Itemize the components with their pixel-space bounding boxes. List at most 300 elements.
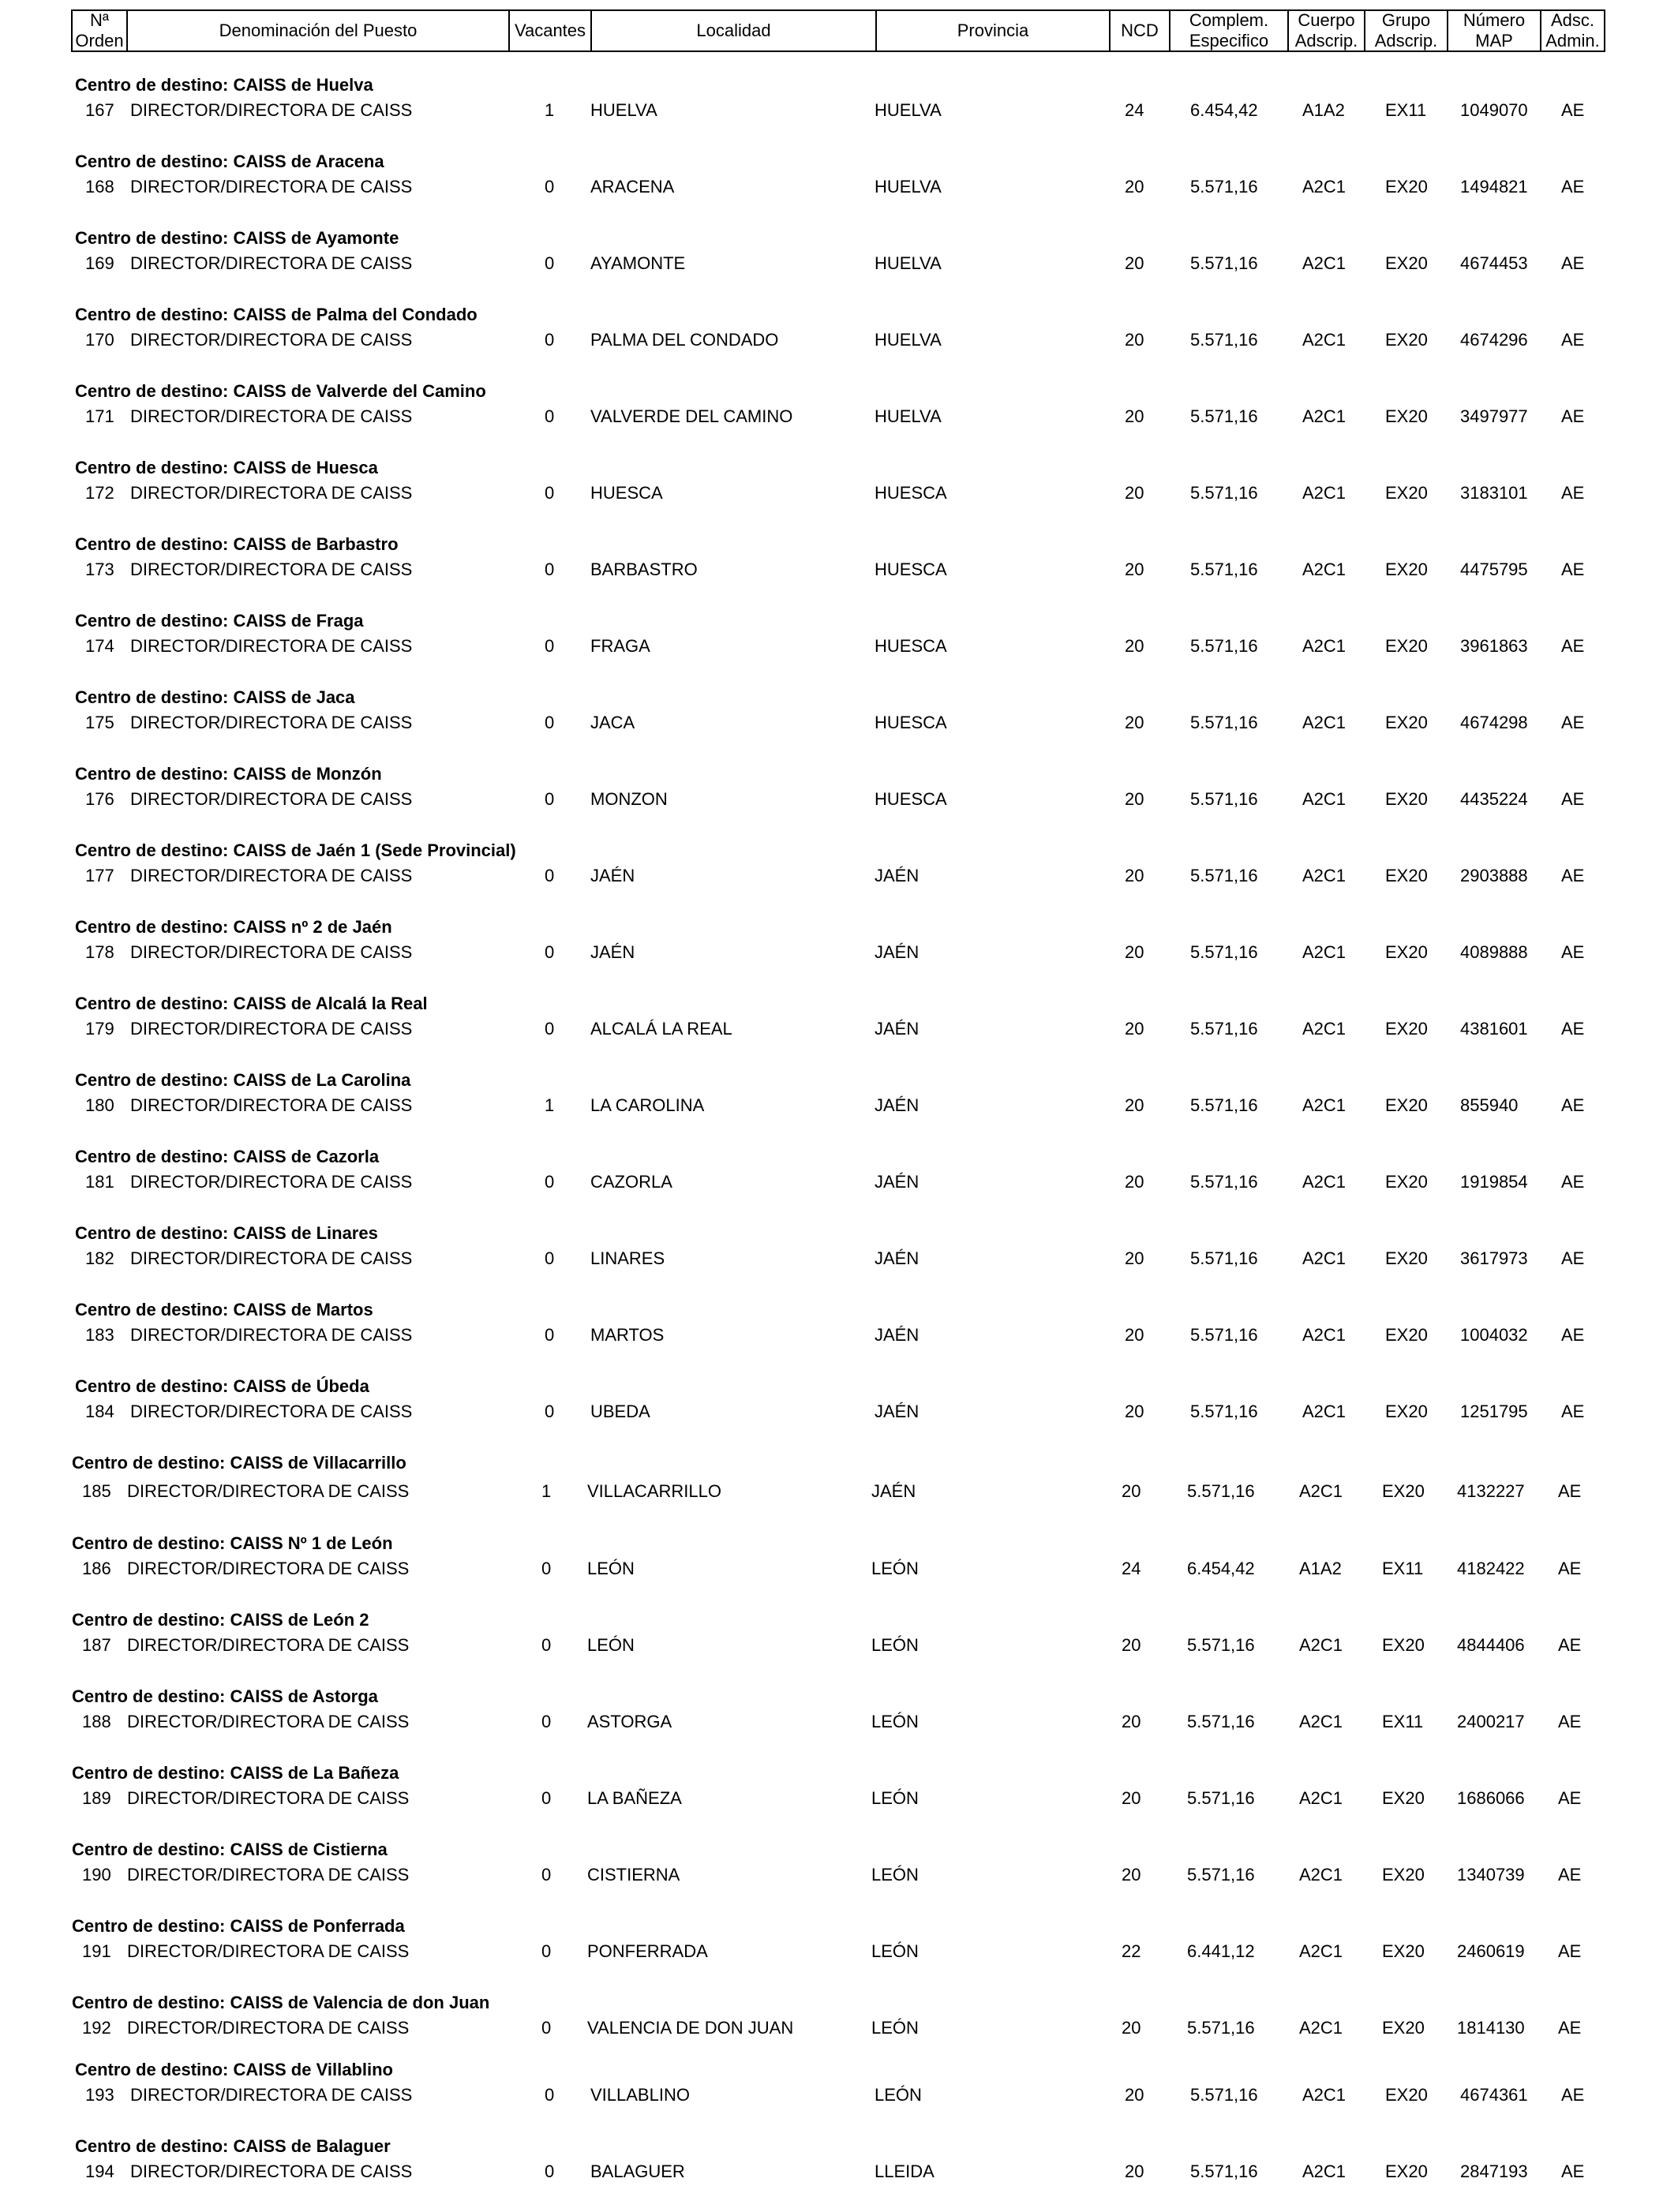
cell-gru: EX20 — [1385, 406, 1428, 426]
cell-den: DIRECTOR/DIRECTORA DE CAISS — [130, 560, 413, 579]
cell-vac: 0 — [545, 1325, 555, 1345]
cell-vac: 0 — [545, 177, 555, 196]
cell-prov: HUELVA — [875, 100, 942, 120]
cell-ncd: 20 — [1125, 1325, 1144, 1345]
cell-prov: LEÓN — [871, 1941, 919, 1961]
cell-cue: A2C1 — [1302, 1402, 1347, 1421]
list-item — [0, 1763, 1675, 1839]
cell-ads: AE — [1561, 866, 1585, 885]
cell-gru: EX20 — [1382, 1788, 1425, 1808]
cell-num: 180 — [85, 1095, 114, 1115]
cell-num: 190 — [82, 1865, 111, 1885]
table-row — [0, 1402, 1678, 1422]
cell-prov: HUESCA — [875, 789, 947, 809]
cell-ads: AE — [1561, 253, 1585, 273]
cell-map: 4381601 — [1460, 1019, 1528, 1039]
cell-num: 193 — [85, 2085, 114, 2105]
cell-cue: A2C1 — [1302, 2161, 1347, 2181]
cell-vac: 0 — [541, 1635, 552, 1655]
cell-comp: 5.571,16 — [1187, 1481, 1255, 1501]
cell-loc: ASTORGA — [587, 1712, 672, 1731]
cell-prov: JAÉN — [875, 1172, 920, 1192]
cell-cue: A2C1 — [1302, 330, 1347, 350]
centro-destino-heading: Centro de destino: CAISS de Villacarrillo — [72, 1453, 406, 1473]
cell-num: 181 — [85, 1172, 114, 1192]
cell-ads: AE — [1561, 330, 1585, 350]
list-item — [0, 1300, 1678, 1375]
cell-num: 194 — [85, 2161, 114, 2181]
table-row — [0, 1095, 1678, 1116]
cell-prov: JAÉN — [875, 1095, 920, 1115]
cell-loc: CISTIERNA — [587, 1865, 680, 1885]
cell-comp: 5.571,16 — [1190, 406, 1258, 426]
cell-vac: 0 — [545, 942, 555, 962]
cell-vac: 0 — [545, 406, 555, 426]
cell-den: DIRECTOR/DIRECTORA DE CAISS — [127, 1481, 410, 1501]
cell-loc: CAZORLA — [590, 1172, 672, 1192]
cell-comp: 5.571,16 — [1190, 2085, 1258, 2105]
cell-ncd: 20 — [1125, 1172, 1144, 1192]
cell-comp: 5.571,16 — [1190, 1325, 1258, 1345]
cell-prov: HUESCA — [875, 483, 947, 503]
cell-vac: 1 — [545, 100, 555, 120]
cell-ads: AE — [1561, 1402, 1585, 1421]
cell-vac: 0 — [541, 1865, 552, 1885]
cell-cue: A1A2 — [1302, 100, 1345, 120]
cell-prov: HUELVA — [875, 406, 942, 426]
cell-map: 4182422 — [1457, 1559, 1525, 1578]
cell-loc: JACA — [590, 713, 635, 732]
list-item — [0, 1610, 1675, 1686]
table-row — [0, 253, 1678, 274]
centro-destino-heading: Centro de destino: CAISS nº 2 de Jaén — [75, 917, 392, 937]
cell-comp: 5.571,16 — [1190, 253, 1258, 273]
cell-comp: 5.571,16 — [1190, 483, 1258, 503]
centro-destino-heading: Centro de destino: CAISS de La Bañeza — [72, 1763, 399, 1783]
cell-ads: AE — [1561, 406, 1585, 426]
cell-cue: A2C1 — [1299, 1941, 1343, 1961]
cell-gru: EX20 — [1385, 1095, 1428, 1115]
cell-den: DIRECTOR/DIRECTORA DE CAISS — [130, 866, 413, 885]
cell-prov: JAÉN — [875, 1019, 920, 1039]
cell-vac: 0 — [545, 866, 555, 885]
cell-ncd: 24 — [1125, 100, 1144, 120]
cell-den: DIRECTOR/DIRECTORA DE CAISS — [130, 177, 413, 196]
centro-destino-heading: Centro de destino: CAISS de Fraga — [75, 611, 364, 631]
cell-cue: A2C1 — [1299, 1481, 1343, 1501]
cell-gru: EX20 — [1385, 1248, 1428, 1268]
cell-comp: 5.571,16 — [1190, 789, 1258, 809]
cell-den: DIRECTOR/DIRECTORA DE CAISS — [130, 789, 413, 809]
cell-comp: 5.571,16 — [1190, 866, 1258, 885]
centro-destino-heading: Centro de destino: CAISS de Huesca — [75, 458, 378, 477]
centro-destino-heading: Centro de destino: CAISS de Ayamonte — [75, 228, 399, 248]
centro-destino-heading: Centro de destino: CAISS de Jaca — [75, 687, 355, 707]
cell-gru: EX20 — [1385, 1402, 1428, 1421]
header-provincia: Provincia — [877, 11, 1111, 51]
cell-comp: 5.571,16 — [1190, 1172, 1258, 1192]
cell-map: 1340739 — [1457, 1865, 1525, 1885]
cell-num: 167 — [85, 100, 114, 120]
cell-ads: AE — [1558, 1712, 1582, 1731]
cell-prov: HUESCA — [875, 713, 947, 732]
centro-destino-heading: Centro de destino: CAISS Nº 1 de León — [72, 1533, 393, 1553]
table-row — [0, 2018, 1675, 2038]
cell-ncd: 20 — [1125, 406, 1144, 426]
cell-ncd: 20 — [1125, 789, 1144, 809]
cell-loc: MONZON — [590, 789, 668, 809]
cell-map: 1049070 — [1460, 100, 1528, 120]
cell-ads: AE — [1561, 1248, 1585, 1268]
cell-prov: LEÓN — [875, 2085, 922, 2105]
cell-gru: EX20 — [1385, 1019, 1428, 1039]
cell-prov: LEÓN — [871, 1559, 919, 1578]
cell-comp: 5.571,16 — [1190, 2161, 1258, 2181]
list-item — [0, 1453, 1675, 1529]
cell-map: 4674298 — [1460, 713, 1528, 732]
cell-ads: AE — [1561, 1095, 1585, 1115]
table-row — [0, 100, 1678, 121]
centro-destino-heading: Centro de destino: CAISS de Linares — [75, 1223, 378, 1243]
cell-ads: AE — [1558, 1865, 1582, 1885]
table-row — [0, 1325, 1678, 1346]
cell-prov: JAÉN — [875, 1248, 920, 1268]
cell-loc: UBEDA — [590, 1402, 650, 1421]
list-item — [0, 1840, 1675, 1915]
cell-num: 178 — [85, 942, 114, 962]
centro-destino-heading: Centro de destino: CAISS de Ponferrada — [72, 1916, 405, 1936]
cell-cue: A2C1 — [1299, 2018, 1343, 2038]
header-complemento: Complem. Especifico — [1170, 11, 1289, 51]
cell-cue: A2C1 — [1299, 1865, 1343, 1885]
cell-vac: 1 — [545, 1095, 555, 1115]
cell-ncd: 20 — [1125, 2161, 1144, 2181]
cell-num: 189 — [82, 1788, 111, 1808]
centro-destino-heading: Centro de destino: CAISS de Valverde del Camino — [75, 381, 486, 401]
cell-ncd: 20 — [1125, 942, 1144, 962]
cell-cue: A2C1 — [1302, 1172, 1347, 1192]
cell-vac: 0 — [545, 483, 555, 503]
cell-cue: A2C1 — [1302, 866, 1347, 885]
cell-comp: 5.571,16 — [1187, 1788, 1255, 1808]
list-item — [0, 1070, 1678, 1146]
table-row — [0, 560, 1678, 580]
cell-ads: AE — [1558, 2018, 1582, 2038]
cell-ads: AE — [1561, 1172, 1585, 1192]
centro-destino-heading: Centro de destino: CAISS de Villablino — [75, 2060, 393, 2079]
cell-map: 2400217 — [1457, 1712, 1525, 1731]
centro-destino-heading: Centro de destino: CAISS de Valencia de don Juan — [72, 1993, 490, 2012]
cell-den: DIRECTOR/DIRECTORA DE CAISS — [130, 2161, 413, 2181]
cell-map: 4674296 — [1460, 330, 1528, 350]
list-item — [0, 2060, 1678, 2135]
table-row — [0, 2085, 1678, 2105]
cell-cue: A2C1 — [1302, 713, 1347, 732]
cell-cue: A2C1 — [1299, 1712, 1343, 1731]
cell-map: 4089888 — [1460, 942, 1528, 962]
list-item — [0, 994, 1678, 1069]
cell-ncd: 20 — [1125, 1019, 1144, 1039]
cell-prov: JAÉN — [875, 1325, 920, 1345]
cell-gru: EX20 — [1385, 177, 1428, 196]
cell-ncd: 20 — [1122, 1712, 1141, 1731]
cell-cue: A2C1 — [1302, 636, 1347, 656]
cell-prov: HUESCA — [875, 560, 947, 579]
header-adscripcion: Adsc. Admin. — [1545, 10, 1600, 51]
cell-ncd: 20 — [1125, 713, 1144, 732]
cell-map: 3497977 — [1460, 406, 1528, 426]
cell-cue: A2C1 — [1302, 406, 1347, 426]
cell-comp: 5.571,16 — [1190, 713, 1258, 732]
cell-num: 175 — [85, 713, 114, 732]
cell-den: DIRECTOR/DIRECTORA DE CAISS — [127, 2018, 410, 2038]
cell-gru: EX20 — [1385, 1325, 1428, 1345]
cell-map: 4435224 — [1460, 789, 1528, 809]
cell-loc: LA CAROLINA — [590, 1095, 705, 1115]
cell-prov: HUESCA — [875, 636, 947, 656]
table-row — [0, 177, 1678, 197]
cell-den: DIRECTOR/DIRECTORA DE CAISS — [130, 483, 413, 503]
cell-num: 173 — [85, 560, 114, 579]
table-row — [0, 406, 1678, 427]
cell-map: 1494821 — [1460, 177, 1528, 196]
cell-den: DIRECTOR/DIRECTORA DE CAISS — [127, 1788, 410, 1808]
cell-map: 3961863 — [1460, 636, 1528, 656]
cell-ads: AE — [1558, 1941, 1582, 1961]
cell-num: 169 — [85, 253, 114, 273]
cell-gru: EX11 — [1382, 1712, 1424, 1731]
cell-ads: AE — [1558, 1481, 1582, 1501]
cell-comp: 5.571,16 — [1187, 2018, 1255, 2038]
cell-num: 179 — [85, 1019, 114, 1039]
cell-den: DIRECTOR/DIRECTORA DE CAISS — [130, 1402, 413, 1421]
cell-loc: VILLABLINO — [590, 2085, 690, 2105]
centro-destino-heading: Centro de destino: CAISS de Jaén 1 (Sede Provincial) — [75, 840, 516, 860]
table-header — [71, 9, 1605, 52]
cell-ncd: 20 — [1122, 1865, 1141, 1885]
cell-gru: EX20 — [1385, 942, 1428, 962]
cell-ads: AE — [1561, 100, 1585, 120]
cell-loc: VALENCIA DE DON JUAN — [587, 2018, 794, 2038]
cell-num: 191 — [82, 1941, 111, 1961]
cell-gru: EX20 — [1385, 866, 1428, 885]
header-vacantes: Vacantes — [510, 11, 592, 51]
table-row — [0, 483, 1678, 503]
table-row — [0, 866, 1678, 886]
cell-map: 2460619 — [1457, 1941, 1525, 1961]
list-item — [0, 840, 1678, 916]
table-row — [0, 942, 1678, 963]
header-localidad: Localidad — [592, 11, 877, 51]
table-row — [0, 1788, 1675, 1809]
cell-ads: AE — [1561, 2161, 1585, 2181]
table-row — [0, 1635, 1675, 1656]
cell-den: DIRECTOR/DIRECTORA DE CAISS — [127, 1865, 410, 1885]
list-item — [0, 1147, 1678, 1222]
cell-loc: HUELVA — [590, 100, 657, 120]
cell-loc: ALCALÁ LA REAL — [590, 1019, 732, 1039]
cell-map: 2847193 — [1460, 2161, 1528, 2181]
cell-den: DIRECTOR/DIRECTORA DE CAISS — [130, 100, 413, 120]
list-item — [0, 1993, 1675, 2068]
cell-den: DIRECTOR/DIRECTORA DE CAISS — [130, 253, 413, 273]
cell-vac: 0 — [545, 2085, 555, 2105]
cell-num: 184 — [85, 1402, 114, 1421]
list-item — [0, 305, 1678, 380]
cell-map: 4475795 — [1460, 560, 1528, 579]
centro-destino-heading: Centro de destino: CAISS de Huelva — [75, 75, 373, 95]
cell-gru: EX20 — [1382, 2018, 1425, 2038]
list-item — [0, 764, 1678, 840]
table-row — [0, 2161, 1678, 2182]
cell-map: 3183101 — [1460, 483, 1528, 503]
centro-destino-heading: Centro de destino: CAISS de Cazorla — [75, 1147, 380, 1166]
cell-ncd: 20 — [1122, 1788, 1141, 1808]
cell-prov: JAÉN — [875, 1402, 920, 1421]
cell-den: DIRECTOR/DIRECTORA DE CAISS — [127, 1559, 410, 1578]
cell-comp: 5.571,16 — [1190, 1095, 1258, 1115]
list-item — [0, 534, 1678, 610]
cell-gru: EX20 — [1382, 1865, 1425, 1885]
cell-num: 172 — [85, 483, 114, 503]
centro-destino-heading: Centro de destino: CAISS de La Carolina — [75, 1070, 411, 1090]
cell-den: DIRECTOR/DIRECTORA DE CAISS — [130, 1095, 413, 1115]
centro-destino-heading: Centro de destino: CAISS de Úbeda — [75, 1376, 369, 1396]
list-item — [0, 1223, 1678, 1299]
cell-loc: LEÓN — [587, 1635, 635, 1655]
cell-cue: A2C1 — [1299, 1635, 1343, 1655]
cell-map: 2903888 — [1460, 866, 1528, 885]
cell-vac: 0 — [545, 560, 555, 579]
cell-cue: A2C1 — [1302, 1019, 1347, 1039]
cell-comp: 5.571,16 — [1190, 1248, 1258, 1268]
centro-destino-heading: Centro de destino: CAISS de Astorga — [72, 1686, 378, 1706]
cell-vac: 0 — [545, 1402, 555, 1421]
cell-comp: 6.454,42 — [1190, 100, 1258, 120]
cell-num: 174 — [85, 636, 114, 656]
cell-loc: LA BAÑEZA — [587, 1788, 682, 1808]
cell-den: DIRECTOR/DIRECTORA DE CAISS — [130, 406, 413, 426]
centro-destino-heading: Centro de destino: CAISS de Barbastro — [75, 534, 399, 554]
cell-comp: 5.571,16 — [1190, 560, 1258, 579]
centro-destino-heading: Centro de destino: CAISS de Aracena — [75, 152, 384, 171]
cell-cue: A2C1 — [1302, 1248, 1347, 1268]
cell-loc: AYAMONTE — [590, 253, 686, 273]
cell-ncd: 20 — [1125, 2085, 1144, 2105]
cell-ads: AE — [1561, 713, 1585, 732]
cell-map: 855940 — [1460, 1095, 1519, 1115]
cell-cue: A2C1 — [1302, 942, 1347, 962]
table-row — [0, 1865, 1675, 1885]
cell-den: DIRECTOR/DIRECTORA DE CAISS — [130, 942, 413, 962]
centro-destino-heading: Centro de destino: CAISS de Martos — [75, 1300, 373, 1319]
header-cuerpo: Cuerpo Adscrip. — [1289, 11, 1365, 51]
cell-map: 1919854 — [1460, 1172, 1528, 1192]
cell-num: 176 — [85, 789, 114, 809]
cell-ads: AE — [1558, 1788, 1582, 1808]
cell-loc: PONFERRADA — [587, 1941, 708, 1961]
centro-destino-heading: Centro de destino: CAISS de Alcalá la Real — [75, 994, 428, 1013]
table-row — [0, 1941, 1675, 1962]
table-row — [0, 1172, 1678, 1192]
cell-prov: LLEIDA — [875, 2161, 935, 2181]
cell-vac: 0 — [545, 253, 555, 273]
cell-ncd: 20 — [1125, 1248, 1144, 1268]
cell-loc: VILLACARRILLO — [587, 1481, 721, 1501]
table-row — [0, 1481, 1675, 1502]
cell-ads: AE — [1561, 2085, 1585, 2105]
cell-ncd: 20 — [1125, 253, 1144, 273]
cell-gru: EX20 — [1385, 560, 1428, 579]
cell-prov: JAÉN — [875, 942, 920, 962]
cell-cue: A2C1 — [1302, 2085, 1347, 2105]
cell-prov: JAÉN — [875, 866, 920, 885]
cell-vac: 1 — [541, 1481, 552, 1501]
cell-num: 177 — [85, 866, 114, 885]
cell-gru: EX20 — [1385, 483, 1428, 503]
centro-destino-heading: Centro de destino: CAISS de Monzón — [75, 764, 382, 784]
cell-loc: BARBASTRO — [590, 560, 698, 579]
cell-gru: EX20 — [1385, 636, 1428, 656]
cell-vac: 0 — [545, 713, 555, 732]
table-row — [0, 636, 1678, 657]
cell-num: 168 — [85, 177, 114, 196]
cell-den: DIRECTOR/DIRECTORA DE CAISS — [130, 1325, 413, 1345]
cell-vac: 0 — [545, 330, 555, 350]
list-item — [0, 1916, 1675, 1992]
list-item — [0, 75, 1678, 151]
table-row — [0, 1559, 1675, 1579]
cell-ads: AE — [1561, 483, 1585, 503]
cell-gru: EX20 — [1382, 1635, 1425, 1655]
list-item — [0, 228, 1678, 304]
cell-comp: 5.571,16 — [1190, 1402, 1258, 1421]
cell-den: DIRECTOR/DIRECTORA DE CAISS — [130, 2085, 413, 2105]
cell-ncd: 22 — [1122, 1941, 1141, 1961]
cell-cue: A2C1 — [1302, 177, 1347, 196]
cell-num: 182 — [85, 1248, 114, 1268]
cell-prov: LEÓN — [871, 1712, 919, 1731]
cell-map: 1686066 — [1457, 1788, 1525, 1808]
list-item — [0, 611, 1678, 687]
cell-ncd: 20 — [1122, 1481, 1141, 1501]
cell-comp: 5.571,16 — [1190, 177, 1258, 196]
cell-prov: HUELVA — [875, 330, 942, 350]
cell-den: DIRECTOR/DIRECTORA DE CAISS — [130, 1019, 413, 1039]
cell-ads: AE — [1558, 1635, 1582, 1655]
centro-destino-heading: Centro de destino: CAISS de Balaguer — [75, 2136, 391, 2156]
cell-vac: 0 — [545, 1172, 555, 1192]
table-row — [0, 713, 1678, 733]
cell-ads: AE — [1561, 789, 1585, 809]
cell-loc: JAÉN — [590, 942, 635, 962]
cell-cue: A2C1 — [1302, 1095, 1347, 1115]
cell-gru: EX20 — [1385, 330, 1428, 350]
table-row — [0, 1019, 1678, 1039]
centro-destino-heading: Centro de destino: CAISS de Cistierna — [72, 1840, 388, 1859]
cell-ads: AE — [1561, 1325, 1585, 1345]
cell-map: 1814130 — [1457, 2018, 1525, 2038]
cell-loc: FRAGA — [590, 636, 650, 656]
cell-vac: 0 — [541, 1712, 552, 1731]
cell-gru: EX20 — [1382, 1941, 1425, 1961]
cell-map: 4844406 — [1457, 1635, 1525, 1655]
cell-num: 187 — [82, 1635, 111, 1655]
table-row — [0, 330, 1678, 350]
cell-gru: EX20 — [1382, 1481, 1425, 1501]
cell-loc: LINARES — [590, 1248, 665, 1268]
cell-num: 170 — [85, 330, 114, 350]
